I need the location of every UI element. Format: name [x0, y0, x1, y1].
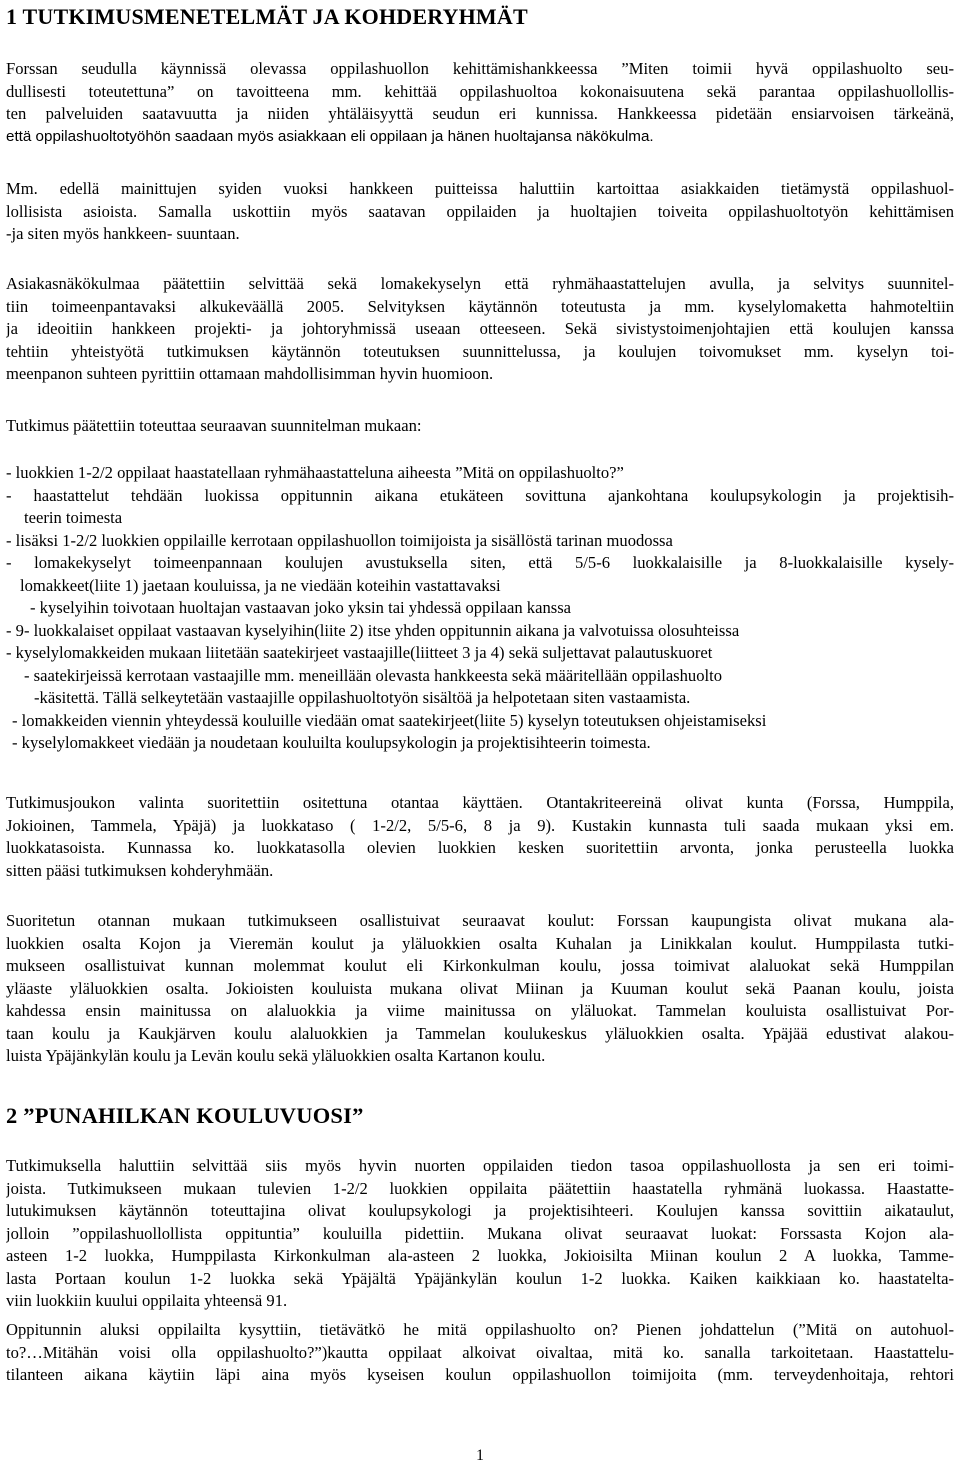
text-line: mukseen osallistuivat kunnan molemmat koulut eli Kirkonkulman koulu, jossa toimivat alaluokat sekä Humppilan — [6, 956, 954, 975]
list-item-continuation: lomakkeet(liite 1) jaetaan kouluissa, ja ne viedään koteihin vastattavaksi — [20, 575, 501, 595]
text-line: Oppitunnin aluksi oppilailta kysyttiin, tietävätkö he mitä oppilashuolto on? Pienen johdattelun (”Mitä on autohuol- — [6, 1320, 954, 1339]
text-line: tilanteen aikana käytiin läpi aina myös kyseisen koulun oppilashuollon toimijoita (mm. terveydenhoitaja, rehtori — [6, 1365, 954, 1384]
list-item-continuation: -käsitettä. Tällä selkeytetään vastaajille oppilashuoltotyön sisältöä ja helpotetaan siten vastaamista. — [34, 688, 691, 707]
list-item: - lomakkeiden viennin yhteydessä kouluille viedään omat saatekirjeet(liite 5) kyselyn toteutuksen ohjeistamiseksi — [12, 710, 767, 730]
text-line: luista Ypäjänkylän koulu ja Levän koulu sekä yläluokkien osalta Kartanon koulu. — [6, 1046, 546, 1065]
list-item: - kyselylomakkeiden mukaan liitetään saatekirjeet vastaajille(liitteet 3 ja 4) sekä suljettavat palautuskuoret — [6, 643, 713, 662]
text-line: luokkatasoista. Kunnassa ko. luokkatasolla olevien luokkien kesken suoritettiin arvonta, jonka perusteella luokka — [6, 838, 954, 857]
text-line: tehtiin yhteistyötä tutkimuksen käytännön toteutuksen suunnittelussa, ja koulujen toivomukset mm. kyselyn toi- — [6, 341, 954, 361]
text-line: Suoritetun otannan mukaan tutkimukseen osallistuivat seuraavat koulut: Forssan kaupungista olivat mukana ala- — [6, 911, 954, 930]
paragraph-schools — [6, 910, 954, 1068]
list-item: - haastattelut tehdään luokissa oppitunnin aikana etukäteen sovittuna ajankohtana koulupsykologin ja projektisih- — [6, 485, 954, 505]
section-heading-1: 1 TUTKIMUSMENETELMÄT JA KOHDERYHMÄT — [6, 4, 528, 29]
paragraph-sampling — [6, 792, 954, 882]
text-line: to?…Mitähän voisi olla oppilashuolto?”)kautta oppilaat alkoivat oivaltaa, mitä ko. sanalla tarkoitetaan. Haastattelu- — [6, 1342, 954, 1362]
text-line: sitten pääsi tutkimuksen kohderyhmään. — [6, 860, 274, 880]
list-item: - kyselyihin toivotaan huoltajan vastaavan joko yksin tai yhdessä oppilaan kanssa — [30, 598, 572, 617]
text-line: Jokioinen, Tammela, Ypäjä) ja luokkataso ( 1-2/2, 5/5-6, 8 ja 9). Kustakin kunnasta tuli saada mukaan yksi em. — [6, 815, 954, 835]
text-line: Tutkimus päätettiin toteuttaa seuraavan suunnitelman mukaan: — [6, 416, 422, 435]
list-item: - lisäksi 1-2/2 luokkien oppilaille kerrotaan oppilashuollon toimijoista ja sisällöstä tarinan muodossa — [6, 530, 673, 550]
text-line: Asiakasnäkökulmaa päätettiin selvittää sekä lomakekyselyn että ryhmähaastattelujen avulla, ja selvitys suunnitel- — [6, 274, 954, 293]
page-number: 1 — [476, 1447, 484, 1464]
text-line: yläaste yläluokkien osalta. Jokioisten kouluista mukana olivat Miinan ja Kuuman koulut sekä Paanan koulu, joista — [6, 978, 954, 998]
paragraph-plan-intro — [6, 415, 954, 438]
text-line: lasta Portaan koulun 1-2 luokka sekä Ypäjältä Ypäjänkylän koulun 1-2 luokka. Kaiken kaikkiaan ko. haastatelta- — [6, 1268, 954, 1288]
text-line: dullisesti toteutettuna” on tavoitteena mm. kehittää oppilashuoltoa kokonaisuutena sekä parantaa oppilashuollollis- — [6, 81, 954, 101]
text-line: joista. Tutkimukseen mukaan tulevien 1-2/2 luokkien oppilaita päätettiin haastatella ryhmänä luokassa. Haastatte- — [6, 1178, 954, 1198]
text-line: viin luokkiin kuului oppilaita yhteensä 91. — [6, 1291, 288, 1310]
section-heading-2: 2 ”PUNAHILKAN KOULUVUOSI” — [6, 1103, 364, 1128]
list-item: - luokkien 1-2/2 oppilaat haastatellaan ryhmähaastatteluna aiheesta ”Mitä on oppilashuolto?” — [6, 463, 624, 482]
text-line: että oppilashuoltotyöhön saadaan myös asiakkaan eli oppilaan ja hänen huoltajansa näkökulma. — [6, 127, 654, 145]
list-item-continuation: teerin toimesta — [24, 508, 123, 527]
text-line: kahdessa ensin mainitussa on alaluokkia ja viime mainitussa on yläluokat. Tammelan kouluista osallistuivat Por- — [6, 1001, 954, 1020]
list-item: - saatekirjeissä kerrotaan vastaajille mm. meneillään olevasta hankkeesta sekä määritellään oppilashuolto — [24, 665, 723, 685]
text-line: lollisista asioista. Samalla uskottiin myös saatavan oppilaiden ja huoltajien toiveita oppilashuoltotyön kehittämisen — [6, 201, 954, 221]
list-item: - lomakekyselyt toimeenpannaan koulujen avustuksella siten, että 5/5-6 luokkalaisille ja 8-luokkalaisille kysely- — [6, 553, 954, 572]
text-line: meenpanon suhteen pyrittiin ottamaan mahdollisimman hyvin huomioon. — [6, 364, 494, 383]
text-line: ten palveluiden saatavuutta ja niiden yhtäläisyyttä seudun eri kunnissa. Hankkeessa pidetään ensiarvoisen tärkeänä, — [6, 104, 954, 123]
text-line: Tutkimuksella haluttiin selvittää siis myös hyvin nuorten oppilaiden tiedon tasoa oppilashuollosta ja sen eri toimi- — [6, 1156, 954, 1175]
text-line: Forssan seudulla käynnissä olevassa oppilashuollon kehittämishankkeessa ”Miten toimii hyvä oppilashuolto seu- — [6, 59, 954, 78]
paragraph-intro — [6, 58, 954, 148]
plan-list — [6, 462, 954, 755]
text-line: lutukimuksen käytännön toteuttajina olivat koulupsykologi ja projektisihteeri. Koulujen kanssa sovittiin aikataulut, — [6, 1201, 954, 1220]
text-line: luokkien osalta Kojon ja Vieremän koulut ja yläluokkien osalta Kuhalan ja Linikkalan koulut. Humppilasta tutki- — [6, 933, 954, 953]
text-line: -ja siten myös hankkeen- suuntaan. — [6, 224, 240, 243]
list-item: - 9- luokkalaiset oppilaat vastaavan kyselyihin(liite 2) itse yhden oppitunnin aikana ja valvotuissa olosuhteissa — [6, 620, 740, 640]
text-line: Mm. edellä mainittujen syiden vuoksi hankkeen puitteissa haluttiin kartoittaa asiakkaiden tietämystä oppilashuol- — [6, 179, 954, 198]
paragraph-lesson — [6, 1319, 954, 1387]
text-line: Tutkimusjoukon valinta suoritettiin ositettuna otantaa käyttäen. Otantakriteereinä olivat kunta (Forssa, Humppila, — [6, 793, 954, 812]
paragraph-customer-view — [6, 273, 954, 386]
text-line: jolloin ”oppilashuollollista oppituntia” kouluilla pidettiin. Mukana olivat seuraavat luokat: Forssasta Kojon ala- — [6, 1223, 954, 1243]
text-line: asteen 1-2 luokka, Humppilasta Kirkonkulman ala-asteen 2 luokka, Jokioisilta Miinan koulun 2 A luokka, Tamme- — [6, 1246, 954, 1265]
text-line: taan koulu ja Kaukjärven koulu alaluokkien ja Tammelan koulukeskus yläluokkien osalta. Ypäjää edustivat alakou- — [6, 1023, 954, 1043]
paragraph-reasons — [6, 178, 954, 246]
list-item: - kyselylomakkeet viedään ja noudetaan kouluilta koulupsykologin ja projektisihteerin toimesta. — [12, 733, 651, 752]
text-line: ja ideoitiin hankkeen projekti- ja johtoryhmissä useaan otteeseen. Sekä sivistystoimenjohtajien että koulujen kanssa — [6, 319, 954, 338]
text-line: tiin toimeenpantavaksi alkukeväällä 2005. Selvityksen käytännön toteutusta ja mm. kyselylomaketta hahmoteltiin — [6, 296, 954, 316]
paragraph-interviews — [6, 1155, 954, 1313]
